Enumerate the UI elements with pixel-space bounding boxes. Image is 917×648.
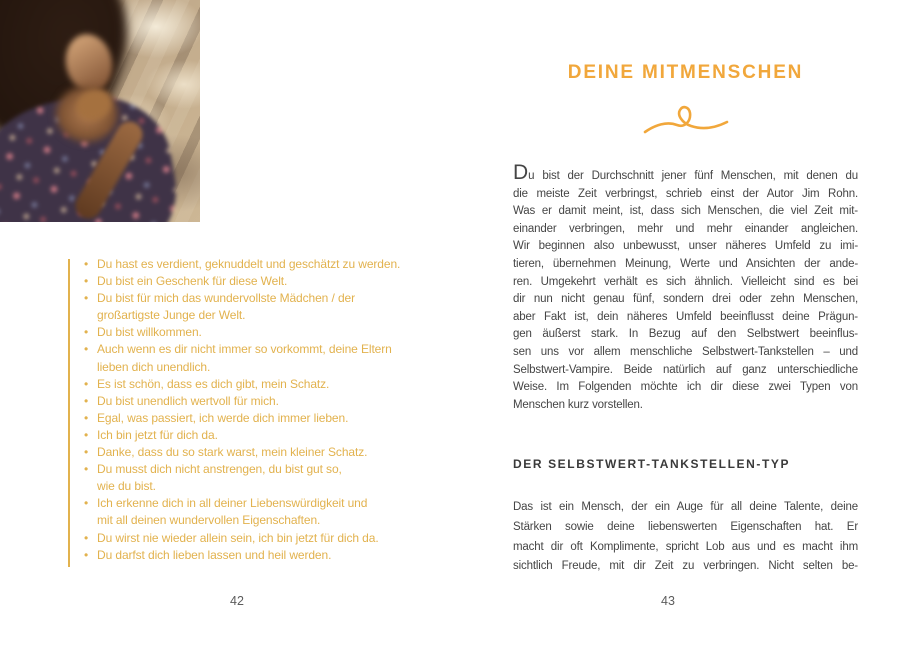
paragraph-line: Wir beginnen also unbewusst, unser näheres Umfeld zu imi- [513, 240, 858, 253]
section-subheading: DER SELBSTWERT-TANKSTELLEN-TYP [513, 457, 791, 471]
paragraph-line: Selbstwert-Vampire. Beide natürlich auf ganz unterschiedliche [513, 363, 858, 376]
paragraph-line: sichtlich Freude, mit dir Zeit zu verbringen. Nicht selten be- [513, 560, 858, 573]
intro-paragraph [513, 161, 858, 414]
list-item [84, 495, 444, 529]
drop-cap: D [513, 161, 529, 184]
list-item-text: Du wirst nie wieder allein sein, ich bin jetzt für dich da. [97, 530, 379, 545]
body-paragraph [513, 498, 858, 577]
list-item [84, 461, 444, 495]
paragraph-line: Menschen kurz vorstellen. [513, 398, 643, 411]
list-item [84, 410, 444, 427]
bullet-icon: • [84, 496, 89, 511]
paragraph-line: gen äußerst stark. In Bezug auf den Selbstwert beeinflus- [513, 328, 858, 341]
list-item [84, 273, 444, 290]
list-item-text: Du bist willkommen. [97, 325, 202, 340]
bullet-icon: • [84, 393, 89, 408]
chapter-title: DEINE MITMENSCHEN [567, 62, 804, 83]
list-item [84, 256, 444, 273]
bullet-icon: • [84, 274, 89, 289]
list-item-text: Du darfst dich lieben lassen und heil werden. [97, 547, 332, 562]
page-number-left: 42 [230, 594, 244, 608]
list-item [84, 530, 444, 547]
bullet-icon: • [84, 427, 89, 442]
list-item [84, 324, 444, 341]
paragraph-line: ren. Umgekehrt verhält es sich ähnlich. Vielleicht sind es bei [513, 275, 858, 288]
paragraph-line: Stärken sowie deine liebenswerten Eigenschaften hat. Er [513, 520, 858, 533]
affirmation-list [84, 256, 444, 564]
paragraph-line: macht dir oft Komplimente, spricht Lob aus und es macht ihm [513, 540, 858, 553]
paragraph-line: sen uns vor allem menschliche Selbstwert-Tankstellen – und [513, 345, 858, 358]
list-item [84, 427, 444, 444]
list-item-text: Du hast es verdient, geknuddelt und geschätzt zu werden. [97, 257, 401, 271]
list-item-text: Ich erkenne dich in all deiner Liebenswürdigkeit und mit all deinen wundervollen Eigenschaften. [97, 496, 368, 528]
bullet-icon: • [84, 342, 89, 357]
list-item-text: Du musst dich nicht anstrengen, du bist gut so, wie du bist. [97, 462, 342, 494]
list-item-text: Ich bin jetzt für dich da. [97, 427, 218, 442]
list-item [84, 341, 444, 375]
list-item [84, 393, 444, 410]
paragraph-line: Was er damit meint, ist, dass sich Menschen, die viel Zeit mit- [513, 205, 858, 218]
bullet-icon: • [84, 462, 89, 477]
list-item [84, 290, 444, 324]
paragraph-line: Weise. Im Folgenden möchte ich dir diese zwei Typen von [513, 381, 858, 394]
list-item [84, 547, 444, 564]
paragraph-line: Das ist ein Mensch, der ein Auge für all deine Talente, deine [513, 501, 858, 513]
page-number-right: 43 [661, 594, 675, 608]
list-item [84, 376, 444, 393]
list-item-text: Es ist schön, dass es dich gibt, mein Schatz. [97, 376, 330, 391]
bullet-icon: • [84, 257, 89, 271]
paragraph-line: einander verbringen, mehr und mehr einander angleichen. [513, 222, 858, 235]
bullet-icon: • [84, 530, 89, 545]
bullet-icon: • [84, 291, 89, 306]
list-item [84, 444, 444, 461]
bullet-icon: • [84, 325, 89, 340]
bullet-icon: • [84, 445, 89, 460]
list-item-text: Du bist unendlich wertvoll für mich. [97, 393, 279, 408]
list-item-text: Du bist ein Geschenk für diese Welt. [97, 274, 288, 289]
list-accent-rule [68, 259, 70, 567]
paragraph-line: dir nun nicht genau fünf, sondern drei oder zehn Menschen, [513, 293, 858, 306]
page-photo [0, 0, 200, 222]
paragraph-line: tieren, übernehmen Meinung, Werte und Ansichten der ande- [513, 257, 858, 270]
paragraph-line: die meiste Zeit verbringst, schrieb einst der Autor Jim Rohn. [513, 187, 858, 200]
list-item-text: Du bist für mich das wundervollste Mädchen / der großartigste Junge der Welt. [97, 291, 355, 323]
bullet-icon: • [84, 547, 89, 562]
squiggle-ornament-icon [513, 101, 858, 144]
list-item-text: Egal, was passiert, ich werde dich immer lieben. [97, 410, 349, 425]
list-item-text: Danke, dass du so stark warst, mein kleiner Schatz. [97, 445, 368, 460]
list-item-text: Auch wenn es dir nicht immer so vorkommt, deine Eltern lieben dich unendlich. [97, 342, 392, 374]
bullet-icon: • [84, 376, 89, 391]
paragraph-line: aber Fakt ist, dein näheres Umfeld beeinflusst deine Prägun- [513, 310, 858, 323]
paragraph-line: Du bist der Durchschnitt jener fünf Menschen, mit denen du [513, 161, 858, 184]
bullet-icon: • [84, 410, 89, 425]
